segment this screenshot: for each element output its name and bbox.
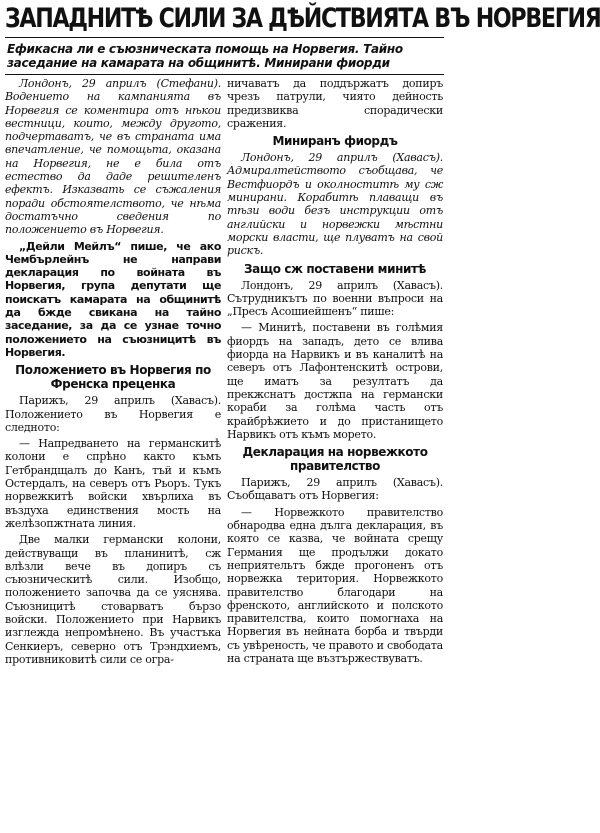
- section-heading: Декларация на норвежкото правителство: [242, 445, 428, 474]
- paragraph: — Минитѣ, поставени въ голѣмия фиордъ на западъ, дето се влива фиорда на Нарвикъ и въ каналитѣ на северъ отъ Лафонтенскитѣ острови, ще иматъ за резултатъ да прекжснатъ достжпа на германски кораби за голѣма часть отъ крайбрѣжието и до пристанището Нарвикъ отъ къмъ морето.: [227, 321, 443, 441]
- deck-subtitle: Ефикасна ли е съюзническата помощь на Норвегия. Тайно заседание на камарата на общинитѣ. Минирани фиорди: [7, 42, 403, 70]
- paragraph: Парижъ, 29 априлъ (Хавасъ). Съобщаватъ отъ Норвегия:: [227, 476, 443, 503]
- section-heading: Миниранъ фиордъ: [272, 134, 398, 149]
- paragraph: Лондонъ, 29 априлъ (Стефани). Водението на кампанията въ Норвегия се коментира отъ нѣкои вестници, които, между другото, подчертаватъ, че въ странатa има впечатление, че помощьта, оказана на Норвегия, не е била отъ естество да даде решителенъ ефектъ. Изказвать се съжаления поради обстоятелството, че нѣма достатъчно сведения по положението въ Норвегия.: [5, 77, 221, 237]
- headline-rule: [5, 37, 444, 38]
- right-column: [227, 77, 443, 669]
- paragraph: Две малки германски колони, действуващи въ планинитѣ, сж влѣзли вече въ допиръ съ съюзническитѣ сили. Изобщо, положението започва да се уяснява. Съюзницитѣ стоварватъ бързо войски. Положението при Нарвикъ изглежда непромѣнено. Въ участъка Сенкиеръ, северно отъ Трэндхиемъ, противниковитѣ сили се огра-: [5, 533, 221, 666]
- article-columns: [5, 77, 444, 669]
- section-heading: Положението въ Норвегия по Френска преценка: [15, 363, 211, 392]
- paragraph: — Норвежкото правителство обнародва една дълга декларация, въ която се казва, че войната срещу Германия ще продължи докато неприятельтъ бжде прогоненъ отъ норвежка територия. Норвежкото правителство благодари на френското, английското и полското правителства, които помогнаха на Норвегия въ нейната борба и твърди съ увѣреность, че правото и свободата на страната ще възтържествуватъ.: [227, 505, 443, 665]
- paragraph: Парижъ, 29 априлъ (Хавасъ). Положението въ Норвегия е следното:: [5, 394, 221, 434]
- paragraph: — Напредването на германскитѣ колони е спрѣно както къмъ Гетбрандщалъ до Канъ, тъй и къмъ Остердалъ, на северъ отъ Рьоръ. Тукъ норвежкитѣ войски хвърлиха въ въздуха единствения мость на желѣзопжтната линия.: [5, 437, 221, 530]
- left-column: [5, 77, 221, 669]
- paragraph: ничаватъ да поддържатъ допиръ чрезъ патрули, чиято дейность предизвиква спорадически сражения.: [227, 77, 443, 130]
- deck-rule: [5, 74, 444, 75]
- section-heading: Защо сж поставени минитѣ: [244, 261, 426, 276]
- headline: ЗАПАДНИТѢ СИЛИ ЗА ДѢЙСТВИЯТА ВЪ НОРВЕГИЯ: [5, 3, 600, 34]
- paragraph: „Дейли Мейлъ“ пише, че ако Чембърлейнъ не направи декларация по войната въ Норвегия, група депутати ще поискатъ камарата на общинитѣ да бжде свикана на тайно заседание, за да се узнае точно положението на съюзницитѣ въ Норвегия.: [5, 239, 221, 359]
- paragraph: Лондонъ, 29 априлъ (Хавасъ). Сътрудникътъ по военни въпроси на „Пресъ Асошиейшенъ“ пише:: [227, 278, 443, 319]
- paragraph: Лондонъ, 29 априлъ (Хавасъ). Адмиралтейството съобщава, че Вестфиордъ и околноститѣ му сж минирани. Корабитѣ плаващи въ тѣзи води безъ инструкции отъ английски и норвежки мѣстни морски власти, ще плуватъ на свой рискъ.: [227, 151, 443, 258]
